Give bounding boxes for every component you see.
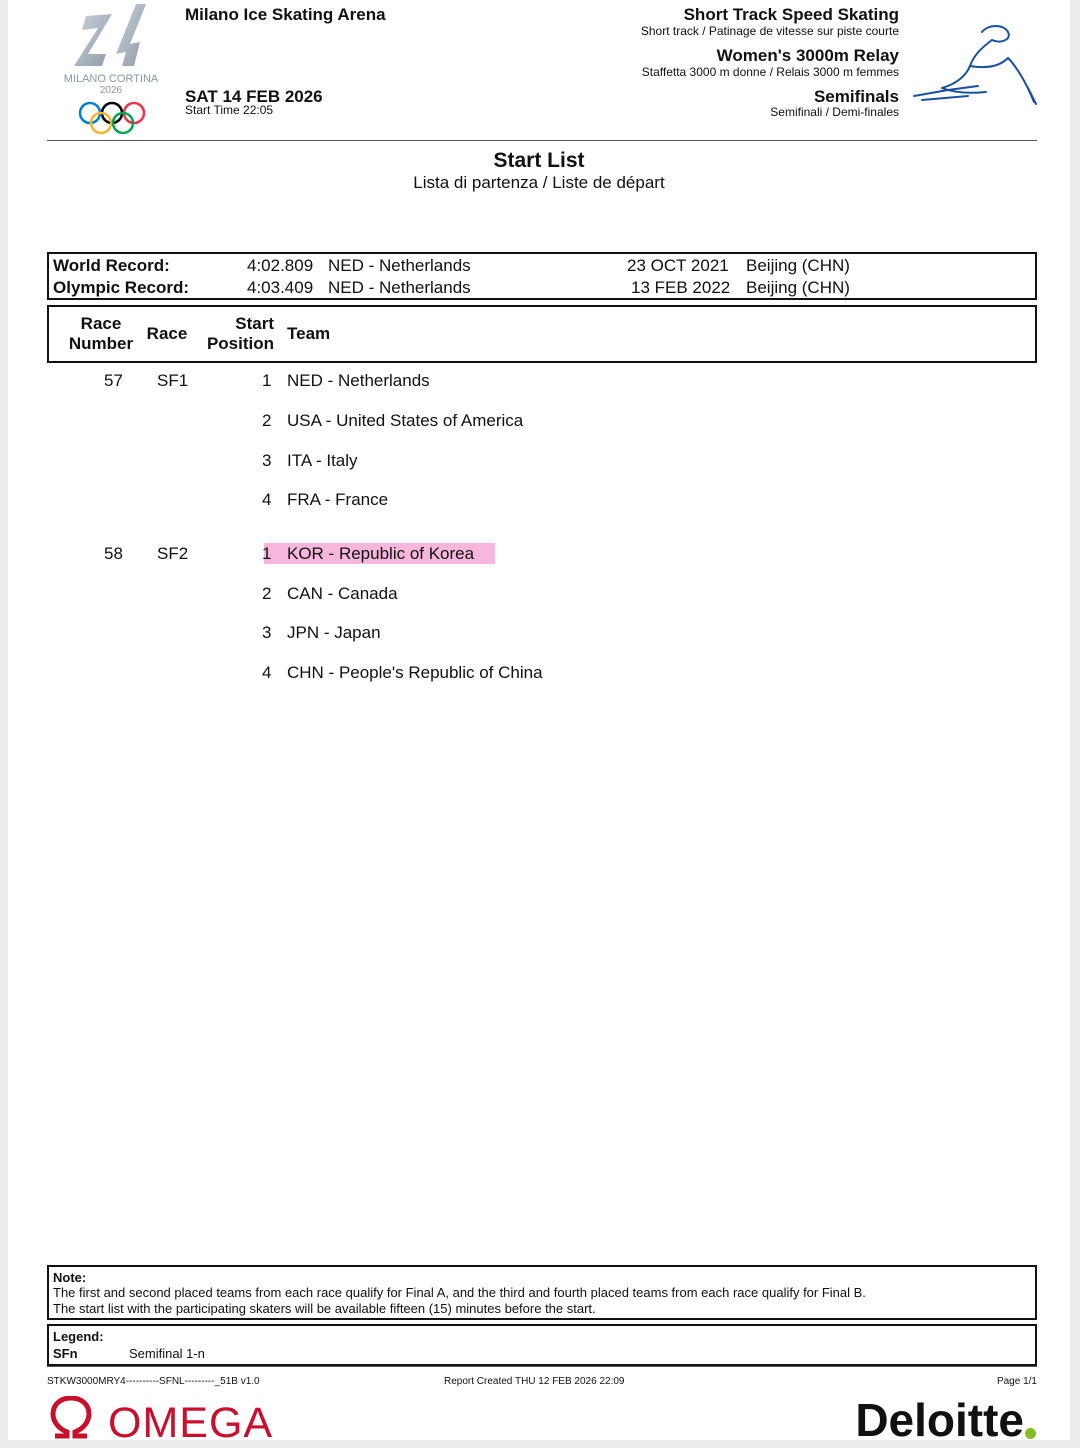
team-name: JPN - Japan	[287, 623, 381, 642]
page-title: Start List	[493, 149, 585, 172]
header-start-line1: Start	[235, 314, 274, 333]
olympic-record-label: Olympic Record:	[53, 278, 190, 297]
phase-name: Semifinals	[813, 87, 899, 106]
deloitte-dot-icon	[1025, 1428, 1036, 1439]
team-name: KOR - Republic of Korea	[287, 544, 475, 563]
header-race-number	[50, 314, 152, 354]
page-number: Page 1/1	[996, 1376, 1037, 1387]
legend-label: Legend:	[53, 1329, 104, 1344]
start-position: 3	[262, 623, 272, 642]
race-code: SF1	[157, 371, 189, 390]
phase-subtitle: Semifinali / Demi-finales	[770, 105, 899, 119]
sport-name: Short Track Speed Skating	[683, 5, 899, 24]
world-record-date: 23 OCT 2021	[627, 256, 729, 275]
legend-description: Semifinal 1-n	[129, 1346, 205, 1361]
footer-divider	[47, 1366, 1037, 1367]
short-track-pictogram-icon	[908, 22, 1040, 110]
event-date: SAT 14 FEB 2026	[185, 87, 323, 106]
report-created: Report Created THU 12 FEB 2026 22:09	[444, 1376, 625, 1387]
header-team: Team	[287, 324, 331, 343]
note-label: Note:	[53, 1270, 87, 1285]
milano-cortina-logo	[48, 2, 178, 134]
note-line-2: The start list with the participating skaters will be available fifteen (15) minutes before the start.	[53, 1301, 596, 1316]
race-code: SF2	[157, 544, 189, 563]
world-record-team: NED - Netherlands	[328, 256, 471, 275]
header-race: Race	[146, 324, 188, 343]
team-name: FRA - France	[287, 490, 389, 509]
team-name: USA - United States of America	[287, 411, 524, 430]
olympic-record-time: 4:03.409	[247, 278, 314, 297]
start-position: 2	[262, 584, 272, 603]
logo-year: 2026	[99, 85, 123, 96]
start-position: 2	[262, 411, 272, 430]
report-code: STKW3000MRY4----------SFNL---------_51B v1.0	[47, 1376, 260, 1387]
event-name: Women's 3000m Relay	[716, 46, 899, 65]
start-time: Start Time 22:05	[185, 103, 274, 117]
deloitte-logo: Deloitte	[855, 1394, 1024, 1446]
olympic-record-team: NED - Netherlands	[328, 278, 471, 297]
note-line-1: The first and second placed teams from each race qualify for Final A, and the third and fourth placed teams from each race qualify for Final B.	[53, 1285, 866, 1300]
start-list-page	[8, 0, 1070, 1447]
world-record-label: World Record:	[53, 256, 170, 275]
world-record-time: 4:02.809	[247, 256, 314, 275]
omega-logo: OMEGA	[108, 1399, 274, 1447]
header-start-line2: Position	[206, 334, 274, 353]
omega-symbol-icon	[47, 1396, 103, 1440]
page-subtitle: Lista di partenza / Liste de départ	[413, 173, 665, 192]
start-position: 4	[262, 663, 272, 682]
start-position: 1	[262, 371, 272, 390]
start-position: 1	[262, 544, 272, 563]
olympic-rings-icon	[80, 103, 144, 133]
header-start-position	[196, 314, 274, 354]
venue-name: Milano Ice Skating Arena	[185, 5, 386, 24]
race-number: 57	[104, 371, 123, 390]
start-position: 4	[262, 490, 272, 509]
logo-wordmark: MILANO CORTINA	[63, 73, 159, 85]
team-name: CHN - People's Republic of China	[287, 663, 543, 682]
records-box	[47, 252, 1037, 300]
sport-subtitle: Short track / Patinage de vitesse sur piste courte	[640, 24, 899, 38]
header-race-number-line1: Race	[80, 314, 122, 333]
olympic-record-date: 13 FEB 2022	[631, 278, 731, 297]
start-position: 3	[262, 451, 272, 470]
race-number: 58	[104, 544, 123, 563]
header-divider	[47, 140, 1037, 141]
header-race-number-line2: Number	[68, 334, 134, 353]
team-name: ITA - Italy	[287, 451, 358, 470]
team-name: NED - Netherlands	[287, 371, 430, 390]
olympic-record-place: Beijing (CHN)	[746, 278, 850, 297]
event-subtitle: Staffetta 3000 m donne / Relais 3000 m femmes	[641, 65, 899, 79]
world-record-place: Beijing (CHN)	[746, 256, 850, 275]
team-name: CAN - Canada	[287, 584, 398, 603]
legend-code: SFn	[53, 1346, 78, 1361]
